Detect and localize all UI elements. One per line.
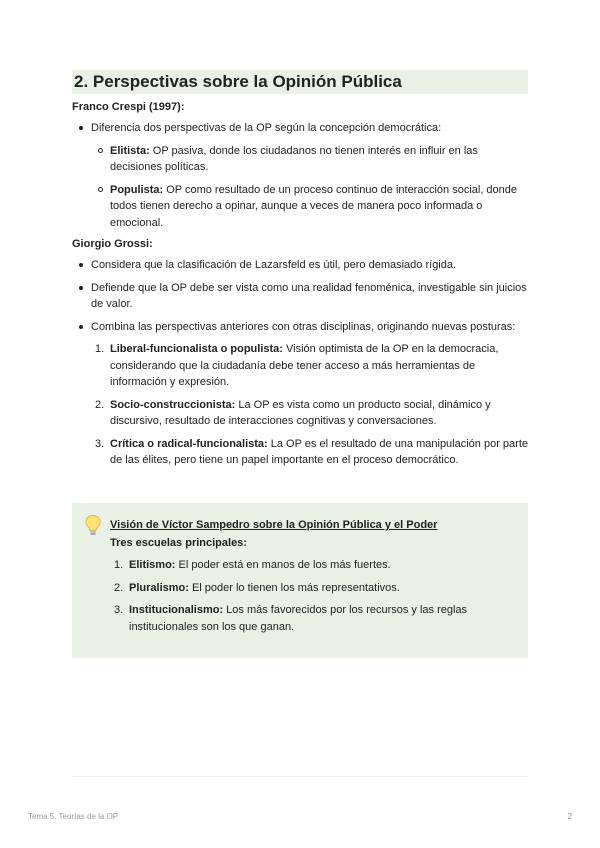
author-heading-crespi: Franco Crespi (1997): [72, 101, 185, 113]
list-item [91, 120, 528, 231]
list-item [110, 143, 528, 176]
term-text: El poder está en manos de los más fuertes. [175, 559, 391, 571]
term-text: Los más favorecidos por los recursos y las reglas institucionales son los que ganan. [129, 604, 468, 633]
list-item [114, 580, 512, 597]
term-label: Socio-construccionista: [110, 398, 236, 411]
list-item [91, 280, 528, 313]
footer-divider [72, 776, 528, 777]
footer-document-title: Tema 5. Teorías de la OP [28, 812, 119, 821]
term-text: La OP es vista como un producto social, dinámico y discursivo, resultado de interacciones cognitivas y conversaciones. [110, 398, 491, 427]
list-item [91, 319, 528, 469]
item-number: 3. [95, 437, 105, 450]
term-text: La OP es el resultado de una manipulación por parte de las élites, pero tiene un papel importante en el proceso democrático. [110, 437, 529, 466]
list-item [95, 436, 529, 469]
term-label: Pluralismo: [129, 581, 189, 594]
list-item [95, 397, 528, 430]
list-item-text: Defiende que la OP debe ser vista como una realidad fenoménica, investigable sin juicios de valor. [91, 281, 527, 310]
crespi-sublist [91, 143, 528, 232]
term-label: Institucionalismo: [129, 604, 224, 616]
list-item-text: Diferencia dos perspectivas de la OP según la concepción democrática: [91, 122, 442, 134]
callout-box [72, 503, 528, 658]
term-label: Elitista: [110, 144, 150, 157]
list-item [91, 257, 528, 274]
list-item-text: Considera que la clasificación de Lazarsfeld es útil, pero demasiado rígida. [91, 259, 457, 271]
term-text: OP como resultado de un proceso continuo de interacción social, donde todos tienen derecho a opinar, aunque a veces de manera poco informada o emocional. [110, 183, 518, 229]
term-label: Liberal-funcionalista o populista: [110, 343, 283, 355]
callout-title: Visión de Víctor Sampedro sobre la Opinión Pública y el Poder [110, 519, 438, 531]
list-item [114, 557, 512, 574]
postures-list [91, 341, 528, 469]
lightbulb-icon [84, 514, 102, 536]
term-label: Crítica o radical-funcionalista: [110, 437, 268, 450]
term-text: El poder lo tienen los más representativos. [188, 581, 400, 594]
list-item-text: Combina las perspectivas anteriores con otras disciplinas, originando nuevas posturas: [91, 320, 516, 333]
term-text: Visión optimista de la OP en la democracia, considerando que la ciudadanía debe tener acceso a más herramientas de información y expresión. [110, 343, 499, 388]
item-number: 2. [114, 581, 124, 594]
schools-list [110, 557, 512, 635]
term-label: Elitismo: [129, 559, 176, 571]
crespi-list [72, 120, 528, 231]
grossi-list [72, 257, 528, 469]
page-content [72, 70, 528, 475]
list-item [114, 602, 512, 635]
callout-subtitle: Tres escuelas principales: [110, 537, 247, 549]
item-number: 1. [114, 559, 124, 571]
item-number: 3. [114, 604, 124, 616]
term-text: OP pasiva, donde los ciudadanos no tienen interés en influir en las decisiones políticas. [110, 144, 478, 173]
item-number: 1. [95, 343, 105, 355]
list-item [95, 341, 528, 391]
section-title: 2. Perspectivas sobre la Opinión Pública [72, 70, 528, 94]
term-label: Populista: [110, 183, 164, 196]
item-number: 2. [95, 398, 105, 411]
author-heading-grossi: Giorgio Grossi: [72, 238, 153, 250]
list-item [110, 182, 528, 232]
footer-page-number: 2 [567, 812, 572, 821]
